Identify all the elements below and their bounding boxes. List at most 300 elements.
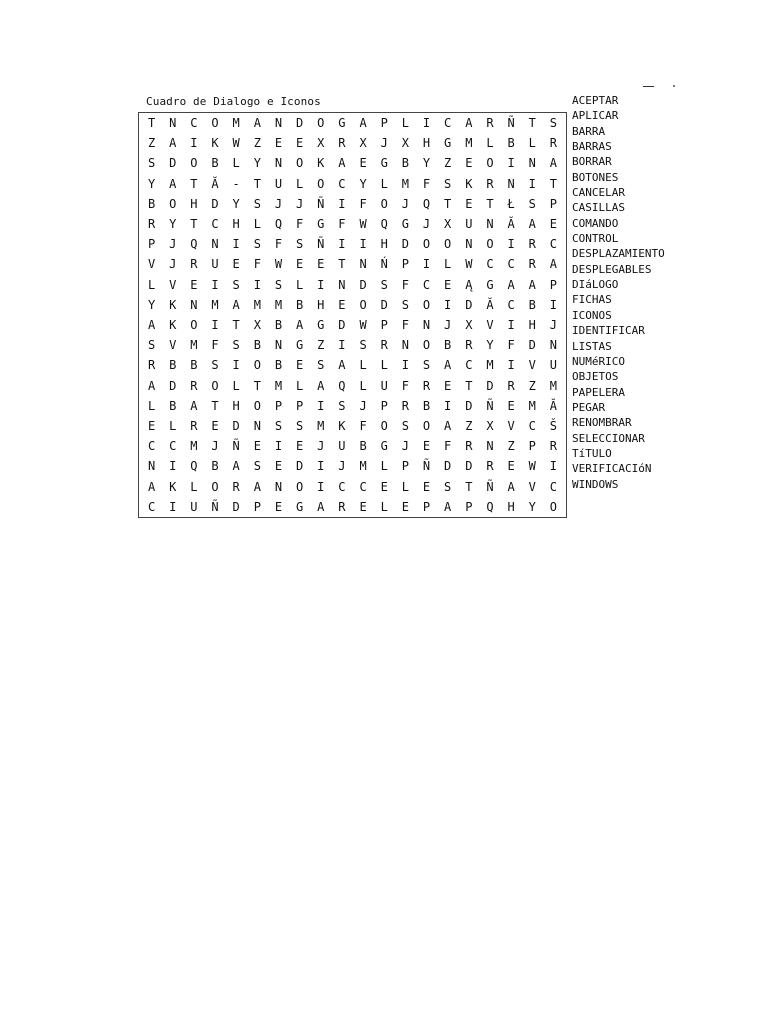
grid-cell: M xyxy=(401,176,409,191)
grid-cell: Y xyxy=(359,176,367,191)
grid-cell: B xyxy=(422,398,431,413)
grid-cell: O xyxy=(422,419,431,434)
grid-cell: S xyxy=(232,338,240,353)
grid-cell: J xyxy=(380,136,388,151)
grid-cell: Q xyxy=(190,459,198,474)
grid-cell: H xyxy=(380,237,388,252)
grid-cell: N xyxy=(486,217,494,232)
word-list xyxy=(572,93,665,492)
grid-cell: O xyxy=(422,338,431,353)
grid-cell: J xyxy=(549,318,558,333)
word-list-item: ICONOS xyxy=(572,308,612,322)
grid-cell: N xyxy=(486,439,494,454)
grid-cell: E xyxy=(253,439,261,454)
grid-cell: I xyxy=(232,237,240,252)
grid-cell: A xyxy=(528,277,536,292)
grid-cell: P xyxy=(401,459,409,474)
word-list-item: CASILLAS xyxy=(572,201,625,215)
grid-cell: T xyxy=(253,378,261,393)
grid-cell: B xyxy=(211,156,219,171)
grid-cell: Y xyxy=(422,156,431,171)
grid-cell: F xyxy=(338,217,346,232)
grid-cell: R xyxy=(147,358,156,373)
grid-cell: Y xyxy=(169,217,177,232)
grid-cell: B xyxy=(190,358,198,373)
grid-cell: S xyxy=(253,459,261,474)
grid-cell: C xyxy=(444,116,452,131)
grid-cell: I xyxy=(169,499,177,514)
grid-cell: I xyxy=(211,318,219,333)
grid-cell: I xyxy=(338,237,346,252)
word-list-item: WINDOWS xyxy=(572,477,619,491)
grid-cell: I xyxy=(232,358,240,373)
grid-cell: X xyxy=(465,318,473,333)
grid-cell: W xyxy=(232,136,240,151)
grid-cell: X xyxy=(317,136,325,151)
grid-cell: A xyxy=(169,136,177,151)
grid-cell: D xyxy=(169,156,177,171)
grid-cell: U xyxy=(549,358,558,373)
grid-cell: S xyxy=(338,398,346,413)
grid-cell: R xyxy=(380,338,388,353)
grid-cell: J xyxy=(211,439,219,454)
grid-cell: T xyxy=(486,196,494,211)
grid-cell: X xyxy=(486,419,494,434)
grid-cell: I xyxy=(528,176,536,191)
grid-cell: P xyxy=(549,277,558,292)
grid-cell: O xyxy=(549,499,558,514)
grid-cell: C xyxy=(465,358,473,373)
grid-cell: F xyxy=(359,419,367,434)
grid-cell: A xyxy=(190,398,198,413)
grid-cell: G xyxy=(401,217,409,232)
grid-cell: D xyxy=(528,338,536,353)
grid-cell: I xyxy=(401,358,409,373)
grid-cell: O xyxy=(444,237,452,252)
grid-cell: T xyxy=(147,116,156,131)
grid-cell: U xyxy=(211,257,219,272)
grid-cell: C xyxy=(211,217,219,232)
grid-cell: C xyxy=(422,277,431,292)
grid-cell: E xyxy=(296,439,304,454)
grid-cell: I xyxy=(507,237,515,252)
grid-cell: Q xyxy=(380,217,388,232)
grid-cell: R xyxy=(486,459,494,474)
grid-cell: V xyxy=(528,358,536,373)
grid-cell: A xyxy=(147,318,156,333)
dash-mark xyxy=(643,86,654,87)
grid-cell: A xyxy=(317,499,325,514)
grid-cell: E xyxy=(465,156,473,171)
grid-cell: O xyxy=(190,156,198,171)
grid-cell: D xyxy=(465,459,473,474)
grid-cell: A xyxy=(444,419,452,434)
grid-cell: E xyxy=(444,378,452,393)
grid-cell: F xyxy=(444,439,452,454)
grid-cell: E xyxy=(401,499,409,514)
grid-cell: I xyxy=(190,136,198,151)
grid-cell: H xyxy=(232,398,240,413)
grid-cell: D xyxy=(401,237,409,252)
grid-cell: M xyxy=(486,358,494,373)
grid-cell: Z xyxy=(147,136,156,151)
grid-cell: K xyxy=(338,419,346,434)
grid-cell: Y xyxy=(253,156,261,171)
grid-cell: E xyxy=(507,459,515,474)
grid-cell: W xyxy=(359,217,367,232)
grid-cell: N xyxy=(359,257,367,272)
grid-cell: A xyxy=(507,479,515,494)
grid-cell: P xyxy=(296,398,304,413)
grid-cell: A xyxy=(549,156,558,171)
grid-cell: J xyxy=(444,318,452,333)
grid-cell: F xyxy=(401,378,409,393)
grid-cell: I xyxy=(338,196,346,211)
grid-cell: I xyxy=(549,297,558,312)
grid-cell: W xyxy=(528,459,536,474)
grid-cell: X xyxy=(359,136,367,151)
grid-cell: T xyxy=(528,116,536,131)
grid-cell: Y xyxy=(147,176,156,191)
word-list-item: BARRA xyxy=(572,124,606,138)
grid-cell: C xyxy=(338,176,346,191)
grid-cell: D xyxy=(465,297,473,312)
grid-cell: L xyxy=(380,459,388,474)
grid-cell: G xyxy=(317,217,325,232)
grid-cell: E xyxy=(422,439,431,454)
grid-cell: H xyxy=(317,297,325,312)
grid-cell: S xyxy=(232,277,240,292)
grid-cell: N xyxy=(190,297,198,312)
grid-cell: M xyxy=(190,439,198,454)
grid-cell: E xyxy=(465,196,473,211)
grid-cell: S xyxy=(296,419,304,434)
grid-cell: Ą xyxy=(465,277,473,292)
grid-cell: X xyxy=(401,136,409,151)
grid-cell: I xyxy=(317,459,325,474)
grid-cell: I xyxy=(549,459,558,474)
grid-cell: A xyxy=(444,499,452,514)
grid-cell: S xyxy=(211,358,219,373)
grid-cell: S xyxy=(401,297,409,312)
word-list-item: DESPLEGABLES xyxy=(572,262,652,276)
grid-cell: F xyxy=(253,257,261,272)
grid-cell: B xyxy=(253,338,261,353)
word-list-item: CANCELAR xyxy=(572,186,625,200)
grid-cell: Ñ xyxy=(507,116,515,131)
word-list-item: PAPELERA xyxy=(572,385,625,399)
grid-cell: T xyxy=(190,176,198,191)
grid-cell: M xyxy=(465,136,473,151)
grid-cell: D xyxy=(296,116,304,131)
word-list-item: DIáLOGO xyxy=(572,278,619,292)
grid-cell: O xyxy=(296,479,304,494)
grid-cell: A xyxy=(253,116,261,131)
grid-cell: S xyxy=(549,116,558,131)
grid-cell: O xyxy=(296,156,304,171)
grid-cell: O xyxy=(211,479,219,494)
grid-cell: O xyxy=(317,116,325,131)
grid-cell: S xyxy=(274,419,283,434)
grid-cell: J xyxy=(401,439,409,454)
grid-cell: B xyxy=(296,297,304,312)
grid-cell: L xyxy=(486,136,494,151)
grid-cell: M xyxy=(232,116,240,131)
grid-cell: W xyxy=(359,318,367,333)
grid-cell: A xyxy=(444,358,452,373)
grid-cell: Q xyxy=(486,499,494,514)
grid-cell: O xyxy=(211,378,219,393)
grid-cell: E xyxy=(211,419,219,434)
grid-cell: J xyxy=(359,398,367,413)
grid-cell: G xyxy=(296,499,304,514)
grid-cell: I xyxy=(338,338,346,353)
grid-cell: A xyxy=(232,297,240,312)
grid-cell: M xyxy=(359,459,367,474)
grid-cell: O xyxy=(190,318,198,333)
grid-cell: R xyxy=(507,378,515,393)
grid-cell: B xyxy=(359,439,367,454)
page-corner-marks xyxy=(643,78,683,88)
grid-cell: F xyxy=(422,176,431,191)
grid-cell: X xyxy=(444,217,452,232)
grid-cell: J xyxy=(274,196,283,211)
grid-cell: R xyxy=(528,237,536,252)
grid-cell: B xyxy=(444,338,452,353)
grid-cell: Ă xyxy=(211,176,219,191)
grid-cell: Y xyxy=(528,499,536,514)
grid-cell: E xyxy=(359,156,367,171)
grid-cell: P xyxy=(380,398,388,413)
word-list-item: LISTAS xyxy=(572,339,612,353)
grid-cell: D xyxy=(232,419,240,434)
grid-cell: I xyxy=(359,237,367,252)
grid-cell: A xyxy=(317,378,325,393)
grid-cell: L xyxy=(169,419,177,434)
grid-cell: D xyxy=(211,196,219,211)
grid-cell: S xyxy=(253,237,261,252)
grid-cell: R xyxy=(486,116,494,131)
grid-cell: R xyxy=(422,378,431,393)
grid-cell: K xyxy=(169,479,177,494)
grid-cell: Ñ xyxy=(422,459,431,474)
grid-cell: L xyxy=(380,358,388,373)
grid-cell: T xyxy=(211,398,219,413)
grid-cell: I xyxy=(507,358,515,373)
grid-cell: G xyxy=(317,318,325,333)
grid-cell: B xyxy=(169,398,177,413)
grid-cell: T xyxy=(465,479,473,494)
grid-cell: A xyxy=(253,479,261,494)
grid-cell: I xyxy=(507,156,515,171)
grid-cell: L xyxy=(232,156,240,171)
grid-cell: V xyxy=(528,479,536,494)
grid-cell: V xyxy=(147,257,156,272)
grid-cell: I xyxy=(253,277,261,292)
grid-cell: P xyxy=(465,499,473,514)
grid-cell: Q xyxy=(422,196,431,211)
word-list-item: BARRAS xyxy=(572,140,612,154)
grid-cell: B xyxy=(507,136,515,151)
grid-cell: L xyxy=(190,479,198,494)
grid-cell: R xyxy=(549,136,558,151)
grid-cell: A xyxy=(549,257,558,272)
grid-cell: U xyxy=(274,176,283,191)
grid-cell: C xyxy=(549,479,558,494)
grid-cell: G xyxy=(380,439,388,454)
grid-cell: Z xyxy=(465,419,473,434)
grid-cell: D xyxy=(465,398,473,413)
grid-cell: U xyxy=(338,439,346,454)
grid-cell: H xyxy=(232,217,240,232)
grid-cell: M xyxy=(190,338,198,353)
grid-cell: O xyxy=(253,358,261,373)
grid-cell: D xyxy=(444,459,452,474)
grid-cell: L xyxy=(147,398,156,413)
grid-cell: N xyxy=(274,338,283,353)
grid-cell: A xyxy=(338,156,346,171)
grid-cell: Y xyxy=(486,338,494,353)
grid-cell: Ă xyxy=(549,398,558,413)
grid-cell: B xyxy=(169,358,177,373)
grid-cell: N xyxy=(274,116,283,131)
grid-cell: E xyxy=(507,398,515,413)
grid-cell: I xyxy=(317,398,325,413)
grid-cell: C xyxy=(528,419,536,434)
grid-cell: S xyxy=(296,237,304,252)
word-list-item: PEGAR xyxy=(572,400,606,414)
grid-cell: B xyxy=(274,318,283,333)
grid-cell: L xyxy=(380,499,388,514)
grid-cell: - xyxy=(232,176,240,191)
grid-cell: O xyxy=(486,156,494,171)
grid-cell: I xyxy=(444,398,452,413)
grid-cell: C xyxy=(147,439,156,454)
grid-cell: V xyxy=(169,338,177,353)
word-list-item: IDENTIFICAR xyxy=(572,324,645,338)
grid-cell: C xyxy=(507,297,515,312)
grid-cell: R xyxy=(528,257,536,272)
grid-cell: G xyxy=(338,116,346,131)
grid-cell: T xyxy=(232,318,240,333)
grid-cell: G xyxy=(444,136,452,151)
grid-cell: E xyxy=(296,136,304,151)
grid-cell: P xyxy=(549,196,558,211)
grid-cell: O xyxy=(486,237,494,252)
grid-cell: Q xyxy=(338,378,346,393)
grid-cell: N xyxy=(274,479,283,494)
grid-cell: J xyxy=(422,217,431,232)
grid-cell: D xyxy=(359,277,367,292)
grid-cell: L xyxy=(528,136,536,151)
grid-cell: L xyxy=(147,277,156,292)
grid-cell: M xyxy=(528,398,536,413)
grid-cell: O xyxy=(253,398,261,413)
grid-cell: Y xyxy=(147,297,156,312)
grid-cell: Ń xyxy=(380,257,388,272)
grid-cell: C xyxy=(507,257,515,272)
grid-cell: Z xyxy=(317,338,325,353)
grid-cell: P xyxy=(274,398,283,413)
word-list-item: BORRAR xyxy=(572,155,612,169)
grid-cell: L xyxy=(359,358,367,373)
grid-cell: D xyxy=(232,499,240,514)
grid-cell: F xyxy=(359,196,367,211)
grid-cell: S xyxy=(359,338,367,353)
grid-cell: J xyxy=(169,257,177,272)
grid-cell: Ñ xyxy=(317,237,325,252)
grid-cell: D xyxy=(338,318,346,333)
grid-cell: N xyxy=(465,237,473,252)
grid-cell: A xyxy=(507,277,515,292)
grid-cell: N xyxy=(169,116,177,131)
grid-cell: R xyxy=(190,378,198,393)
grid-cell: T xyxy=(444,196,452,211)
grid-cell: H xyxy=(528,318,536,333)
grid-cell: B xyxy=(211,459,219,474)
grid-cell: E xyxy=(296,257,304,272)
grid-cell: E xyxy=(359,499,367,514)
grid-cell: K xyxy=(169,318,177,333)
grid-cell: H xyxy=(190,196,198,211)
grid-cell: E xyxy=(444,277,452,292)
grid-cell: E xyxy=(190,277,198,292)
grid-cell: I xyxy=(317,277,325,292)
grid-cell: V xyxy=(486,318,494,333)
grid-cell: C xyxy=(549,237,558,252)
grid-cell: Š xyxy=(549,419,558,434)
grid-cell: O xyxy=(169,196,177,211)
grid-cell: F xyxy=(296,217,304,232)
grid-cell: S xyxy=(422,358,431,373)
grid-cell: E xyxy=(232,257,240,272)
grid-cell: Q xyxy=(274,217,283,232)
grid-cell: E xyxy=(317,257,325,272)
grid-cell: F xyxy=(274,237,283,252)
grid-cell: U xyxy=(465,217,473,232)
grid-cell: S xyxy=(253,196,261,211)
grid-cell: T xyxy=(338,257,346,272)
grid-cell: S xyxy=(380,277,388,292)
grid-cell: F xyxy=(211,338,219,353)
grid-cell: S xyxy=(444,176,452,191)
grid-cell: Q xyxy=(190,237,198,252)
grid-cell: F xyxy=(401,277,409,292)
grid-cell: E xyxy=(274,136,283,151)
grid-cell: T xyxy=(549,176,558,191)
grid-cell: S xyxy=(147,156,156,171)
grid-cell: I xyxy=(444,297,452,312)
grid-cell: N xyxy=(147,459,156,474)
grid-cell: Ñ xyxy=(211,499,219,514)
grid-cell: L xyxy=(444,257,452,272)
puzzle-title: Cuadro de Dialogo e Iconos xyxy=(146,95,321,108)
grid-cell: Y xyxy=(232,196,240,211)
grid-cell: E xyxy=(296,358,304,373)
word-list-item: COMANDO xyxy=(572,216,619,230)
grid-cell: B xyxy=(147,196,156,211)
grid-cell: B xyxy=(401,156,409,171)
grid-cell: N xyxy=(528,156,536,171)
grid-cell: A xyxy=(465,116,473,131)
grid-cell: W xyxy=(465,257,473,272)
grid-cell: O xyxy=(211,116,219,131)
grid-cell: L xyxy=(296,277,304,292)
dot-mark xyxy=(673,85,675,87)
grid-cell: Ñ xyxy=(486,479,494,494)
grid-cell: P xyxy=(380,116,388,131)
word-list-item: OBJETOS xyxy=(572,370,619,384)
